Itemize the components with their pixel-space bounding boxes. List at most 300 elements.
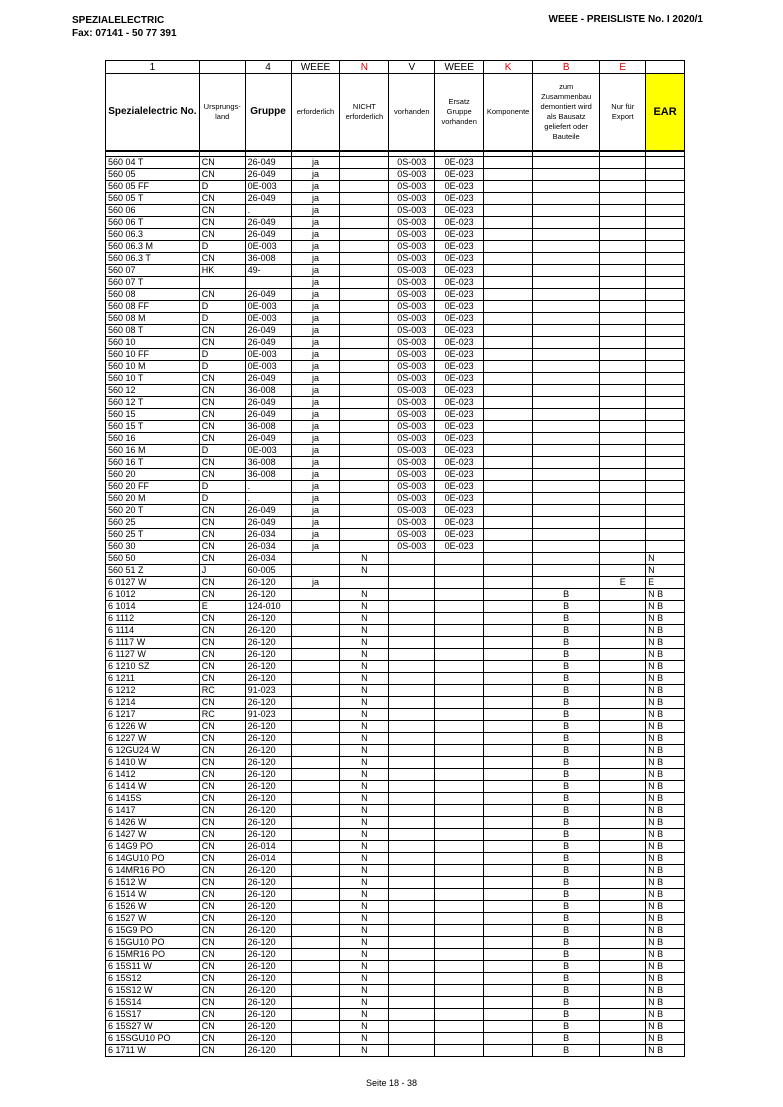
table-row [106, 337, 685, 349]
cell-not-required: N [340, 973, 389, 985]
cell-export [600, 901, 646, 913]
cell-component [484, 589, 533, 601]
cell-weee-required: ja [291, 205, 340, 217]
cell-article-number: 560 07 T [106, 277, 200, 289]
cell-export [600, 433, 646, 445]
table-row [106, 193, 685, 205]
cell-component [484, 253, 533, 265]
cell-not-required [340, 241, 389, 253]
cell-available [389, 853, 435, 865]
cell-weee-required [291, 685, 340, 697]
cell-assembly [533, 205, 600, 217]
table-row [106, 853, 685, 865]
cell-assembly [533, 457, 600, 469]
cell-available: 0S-003 [389, 397, 435, 409]
cell-ear: N B [646, 805, 685, 817]
cell-ear [646, 277, 685, 289]
table-row [106, 805, 685, 817]
cell-replacement [435, 781, 484, 793]
cell-not-required [340, 529, 389, 541]
table-row [106, 277, 685, 289]
cell-article-number: 560 05 FF [106, 181, 200, 193]
cell-available [389, 901, 435, 913]
cell-export [600, 697, 646, 709]
cell-article-number: 560 04 T [106, 157, 200, 169]
cell-weee-required [291, 625, 340, 637]
col-label-component: Komponente [484, 74, 533, 152]
cell-component [484, 313, 533, 325]
cell-not-required [340, 397, 389, 409]
cell-group: 26-049 [245, 217, 291, 229]
cell-available: 0S-003 [389, 325, 435, 337]
cell-available: 0S-003 [389, 481, 435, 493]
col-label-ear: EAR [646, 74, 685, 152]
cell-origin: CN [199, 997, 245, 1009]
cell-group: 26-120 [245, 589, 291, 601]
cell-export [600, 469, 646, 481]
cell-origin: CN [199, 553, 245, 565]
cell-origin: CN [199, 1009, 245, 1021]
cell-component [484, 517, 533, 529]
cell-group: 26-120 [245, 949, 291, 961]
cell-not-required: N [340, 697, 389, 709]
cell-export [600, 1033, 646, 1045]
cell-weee-required [291, 709, 340, 721]
cell-export [600, 397, 646, 409]
cell-replacement [435, 925, 484, 937]
cell-group: 26-049 [245, 433, 291, 445]
table-row [106, 217, 685, 229]
cell-weee-required [291, 601, 340, 613]
cell-replacement: 0E-023 [435, 457, 484, 469]
cell-ear: N B [646, 841, 685, 853]
cell-origin: CN [199, 337, 245, 349]
cell-article-number: 6 1012 [106, 589, 200, 601]
cell-assembly [533, 217, 600, 229]
col-number: B [533, 61, 600, 74]
cell-export [600, 853, 646, 865]
cell-group: 26-049 [245, 337, 291, 349]
cell-component [484, 1009, 533, 1021]
cell-not-required: N [340, 613, 389, 625]
cell-not-required [340, 385, 389, 397]
cell-not-required: N [340, 841, 389, 853]
cell-export [600, 445, 646, 457]
cell-component [484, 289, 533, 301]
cell-group: 60-005 [245, 565, 291, 577]
cell-weee-required: ja [291, 289, 340, 301]
cell-component [484, 217, 533, 229]
cell-article-number: 560 16 M [106, 445, 200, 457]
cell-component [484, 949, 533, 961]
cell-ear: N B [646, 613, 685, 625]
cell-component [484, 1021, 533, 1033]
cell-group: 26-120 [245, 805, 291, 817]
column-number-row [106, 61, 685, 74]
header-left [72, 14, 177, 40]
cell-article-number: 560 10 FF [106, 349, 200, 361]
table-row [106, 469, 685, 481]
cell-weee-required: ja [291, 325, 340, 337]
cell-component [484, 709, 533, 721]
cell-not-required: N [340, 769, 389, 781]
cell-replacement [435, 1045, 484, 1057]
cell-replacement: 0E-023 [435, 541, 484, 553]
cell-weee-required: ja [291, 505, 340, 517]
cell-group: 91-023 [245, 685, 291, 697]
cell-assembly [533, 409, 600, 421]
cell-available [389, 973, 435, 985]
cell-export [600, 913, 646, 925]
cell-component [484, 877, 533, 889]
cell-group: 26-049 [245, 517, 291, 529]
cell-weee-required: ja [291, 277, 340, 289]
cell-assembly: B [533, 973, 600, 985]
cell-group: 26-120 [245, 769, 291, 781]
cell-ear: N B [646, 769, 685, 781]
cell-article-number: 560 25 [106, 517, 200, 529]
cell-weee-required [291, 877, 340, 889]
cell-origin: CN [199, 841, 245, 853]
cell-assembly: B [533, 721, 600, 733]
cell-group: 0E-003 [245, 445, 291, 457]
cell-ear: N B [646, 709, 685, 721]
cell-article-number: 6 1417 [106, 805, 200, 817]
cell-component [484, 673, 533, 685]
cell-assembly: B [533, 985, 600, 997]
col-label-not-required: NICHT erforderlich [340, 74, 389, 152]
cell-article-number: 6 1210 SZ [106, 661, 200, 673]
cell-weee-required: ja [291, 397, 340, 409]
cell-component [484, 553, 533, 565]
cell-weee-required [291, 769, 340, 781]
cell-component [484, 565, 533, 577]
cell-article-number: 6 1426 W [106, 817, 200, 829]
cell-origin: CN [199, 961, 245, 973]
col-number: K [484, 61, 533, 74]
cell-assembly: B [533, 949, 600, 961]
cell-available [389, 997, 435, 1009]
cell-weee-required [291, 589, 340, 601]
cell-origin: CN [199, 721, 245, 733]
cell-export [600, 889, 646, 901]
cell-origin: CN [199, 1045, 245, 1057]
cell-component [484, 433, 533, 445]
table-row [106, 697, 685, 709]
cell-available: 0S-003 [389, 349, 435, 361]
cell-export [600, 601, 646, 613]
cell-article-number: 6 1414 W [106, 781, 200, 793]
cell-article-number: 560 05 [106, 169, 200, 181]
cell-ear: N B [646, 997, 685, 1009]
cell-available: 0S-003 [389, 265, 435, 277]
cell-available: 0S-003 [389, 469, 435, 481]
cell-article-number: 560 06.3 M [106, 241, 200, 253]
cell-available [389, 601, 435, 613]
cell-component [484, 193, 533, 205]
cell-weee-required [291, 673, 340, 685]
cell-component [484, 853, 533, 865]
cell-article-number: 6 15MR16 PO [106, 949, 200, 961]
cell-assembly [533, 397, 600, 409]
cell-article-number: 560 06 T [106, 217, 200, 229]
cell-origin: CN [199, 205, 245, 217]
cell-available: 0S-003 [389, 433, 435, 445]
cell-available [389, 685, 435, 697]
cell-weee-required: ja [291, 421, 340, 433]
cell-assembly [533, 169, 600, 181]
cell-weee-required: ja [291, 265, 340, 277]
company-name: SPEZIALELECTRIC [72, 15, 165, 26]
cell-not-required [340, 229, 389, 241]
cell-component [484, 685, 533, 697]
cell-export [600, 757, 646, 769]
cell-assembly [533, 313, 600, 325]
cell-component [484, 865, 533, 877]
cell-available [389, 697, 435, 709]
table-row [106, 529, 685, 541]
cell-ear [646, 253, 685, 265]
cell-origin: CN [199, 889, 245, 901]
cell-not-required: N [340, 865, 389, 877]
cell-article-number: 6 15S17 [106, 1009, 200, 1021]
cell-article-number: 560 20 T [106, 505, 200, 517]
cell-origin: CN [199, 613, 245, 625]
cell-group: 26-049 [245, 289, 291, 301]
cell-group: 26-120 [245, 985, 291, 997]
cell-group: 26-120 [245, 913, 291, 925]
cell-replacement [435, 805, 484, 817]
cell-weee-required: ja [291, 481, 340, 493]
cell-origin: E [199, 601, 245, 613]
cell-replacement [435, 625, 484, 637]
cell-weee-required: ja [291, 385, 340, 397]
cell-weee-required [291, 721, 340, 733]
cell-weee-required [291, 661, 340, 673]
cell-not-required [340, 205, 389, 217]
cell-origin: D [199, 361, 245, 373]
cell-weee-required [291, 733, 340, 745]
cell-origin: CN [199, 157, 245, 169]
cell-ear [646, 529, 685, 541]
cell-weee-required: ja [291, 541, 340, 553]
cell-group: 91-023 [245, 709, 291, 721]
cell-available: 0S-003 [389, 277, 435, 289]
cell-article-number: 560 50 [106, 553, 200, 565]
price-list-table [105, 60, 685, 1057]
cell-origin: CN [199, 385, 245, 397]
cell-replacement [435, 973, 484, 985]
cell-group: 26-049 [245, 157, 291, 169]
cell-not-required: N [340, 901, 389, 913]
cell-replacement [435, 853, 484, 865]
cell-ear [646, 457, 685, 469]
cell-group: . [245, 493, 291, 505]
cell-assembly [533, 241, 600, 253]
cell-group: 26-120 [245, 673, 291, 685]
cell-group: 0E-003 [245, 349, 291, 361]
cell-replacement [435, 937, 484, 949]
cell-ear: N B [646, 625, 685, 637]
cell-export [600, 517, 646, 529]
cell-replacement [435, 589, 484, 601]
cell-export [600, 745, 646, 757]
cell-origin: CN [199, 733, 245, 745]
cell-assembly: B [533, 1045, 600, 1057]
cell-group: 26-120 [245, 937, 291, 949]
cell-replacement: 0E-023 [435, 433, 484, 445]
cell-export [600, 409, 646, 421]
cell-not-required [340, 421, 389, 433]
col-label-required: erforderlich [291, 74, 340, 152]
cell-replacement [435, 1009, 484, 1021]
cell-export [600, 733, 646, 745]
cell-group: 36-008 [245, 469, 291, 481]
cell-ear [646, 541, 685, 553]
cell-available [389, 721, 435, 733]
cell-replacement: 0E-023 [435, 289, 484, 301]
cell-weee-required: ja [291, 217, 340, 229]
cell-export [600, 373, 646, 385]
cell-replacement: 0E-023 [435, 193, 484, 205]
cell-group: 49- [245, 265, 291, 277]
cell-article-number: 6 1211 [106, 673, 200, 685]
cell-replacement: 0E-023 [435, 265, 484, 277]
table-row [106, 205, 685, 217]
cell-weee-required [291, 637, 340, 649]
cell-assembly [533, 181, 600, 193]
table-row [106, 385, 685, 397]
cell-origin: CN [199, 577, 245, 589]
cell-available [389, 577, 435, 589]
cell-export [600, 265, 646, 277]
cell-ear: N B [646, 637, 685, 649]
cell-export [600, 709, 646, 721]
table-row [106, 685, 685, 697]
cell-component [484, 181, 533, 193]
cell-replacement: 0E-023 [435, 349, 484, 361]
cell-export [600, 769, 646, 781]
col-number: 1 [106, 61, 200, 74]
cell-available: 0S-003 [389, 517, 435, 529]
cell-ear [646, 433, 685, 445]
cell-ear [646, 337, 685, 349]
cell-available [389, 925, 435, 937]
cell-ear: N B [646, 1045, 685, 1057]
cell-ear: N B [646, 781, 685, 793]
cell-not-required [340, 325, 389, 337]
cell-component [484, 961, 533, 973]
cell-origin: CN [199, 169, 245, 181]
cell-export [600, 1021, 646, 1033]
cell-group: 26-034 [245, 541, 291, 553]
cell-article-number: 560 07 [106, 265, 200, 277]
table-row [106, 1009, 685, 1021]
cell-ear: N B [646, 901, 685, 913]
cell-weee-required: ja [291, 181, 340, 193]
cell-article-number: 6 1112 [106, 613, 200, 625]
cell-not-required [340, 301, 389, 313]
cell-article-number: 6 14MR16 PO [106, 865, 200, 877]
cell-export [600, 877, 646, 889]
cell-export [600, 289, 646, 301]
cell-replacement: 0E-023 [435, 169, 484, 181]
cell-origin: D [199, 313, 245, 325]
cell-article-number: 6 1512 W [106, 877, 200, 889]
cell-available [389, 1033, 435, 1045]
cell-available [389, 613, 435, 625]
cell-weee-required [291, 1009, 340, 1021]
cell-replacement [435, 961, 484, 973]
cell-component [484, 229, 533, 241]
cell-export [600, 325, 646, 337]
cell-weee-required [291, 1045, 340, 1057]
cell-replacement [435, 793, 484, 805]
cell-not-required: N [340, 649, 389, 661]
cell-replacement: 0E-023 [435, 217, 484, 229]
cell-origin: CN [199, 589, 245, 601]
cell-component [484, 349, 533, 361]
cell-replacement: 0E-023 [435, 373, 484, 385]
cell-assembly: B [533, 589, 600, 601]
cell-not-required [340, 157, 389, 169]
cell-assembly [533, 373, 600, 385]
cell-not-required [340, 577, 389, 589]
cell-ear: N B [646, 649, 685, 661]
cell-group: 0E-003 [245, 361, 291, 373]
cell-component [484, 205, 533, 217]
cell-origin: D [199, 301, 245, 313]
cell-not-required [340, 433, 389, 445]
cell-article-number: 6 1527 W [106, 913, 200, 925]
cell-export [600, 829, 646, 841]
cell-article-number: 6 15SGU10 PO [106, 1033, 200, 1045]
cell-ear: N [646, 553, 685, 565]
cell-group: 26-120 [245, 889, 291, 901]
cell-export [600, 337, 646, 349]
cell-replacement: 0E-023 [435, 445, 484, 457]
cell-group: 26-120 [245, 1045, 291, 1057]
cell-replacement [435, 997, 484, 1009]
cell-group: 26-049 [245, 193, 291, 205]
cell-assembly: B [533, 1021, 600, 1033]
cell-group: 36-008 [245, 253, 291, 265]
cell-ear: N B [646, 661, 685, 673]
cell-available [389, 745, 435, 757]
table-row [106, 985, 685, 997]
cell-ear [646, 265, 685, 277]
cell-origin: CN [199, 289, 245, 301]
cell-component [484, 577, 533, 589]
cell-group: 26-120 [245, 637, 291, 649]
cell-export [600, 685, 646, 697]
cell-weee-required: ja [291, 433, 340, 445]
cell-group: 26-120 [245, 961, 291, 973]
col-number [199, 61, 245, 74]
cell-component [484, 637, 533, 649]
cell-origin: CN [199, 421, 245, 433]
cell-ear: N B [646, 829, 685, 841]
fax-number: Fax: 07141 - 50 77 391 [72, 28, 177, 39]
cell-component [484, 1033, 533, 1045]
table-row [106, 169, 685, 181]
cell-assembly: B [533, 745, 600, 757]
cell-assembly: B [533, 757, 600, 769]
table-row [106, 289, 685, 301]
cell-available [389, 841, 435, 853]
cell-available: 0S-003 [389, 217, 435, 229]
cell-not-required: N [340, 913, 389, 925]
